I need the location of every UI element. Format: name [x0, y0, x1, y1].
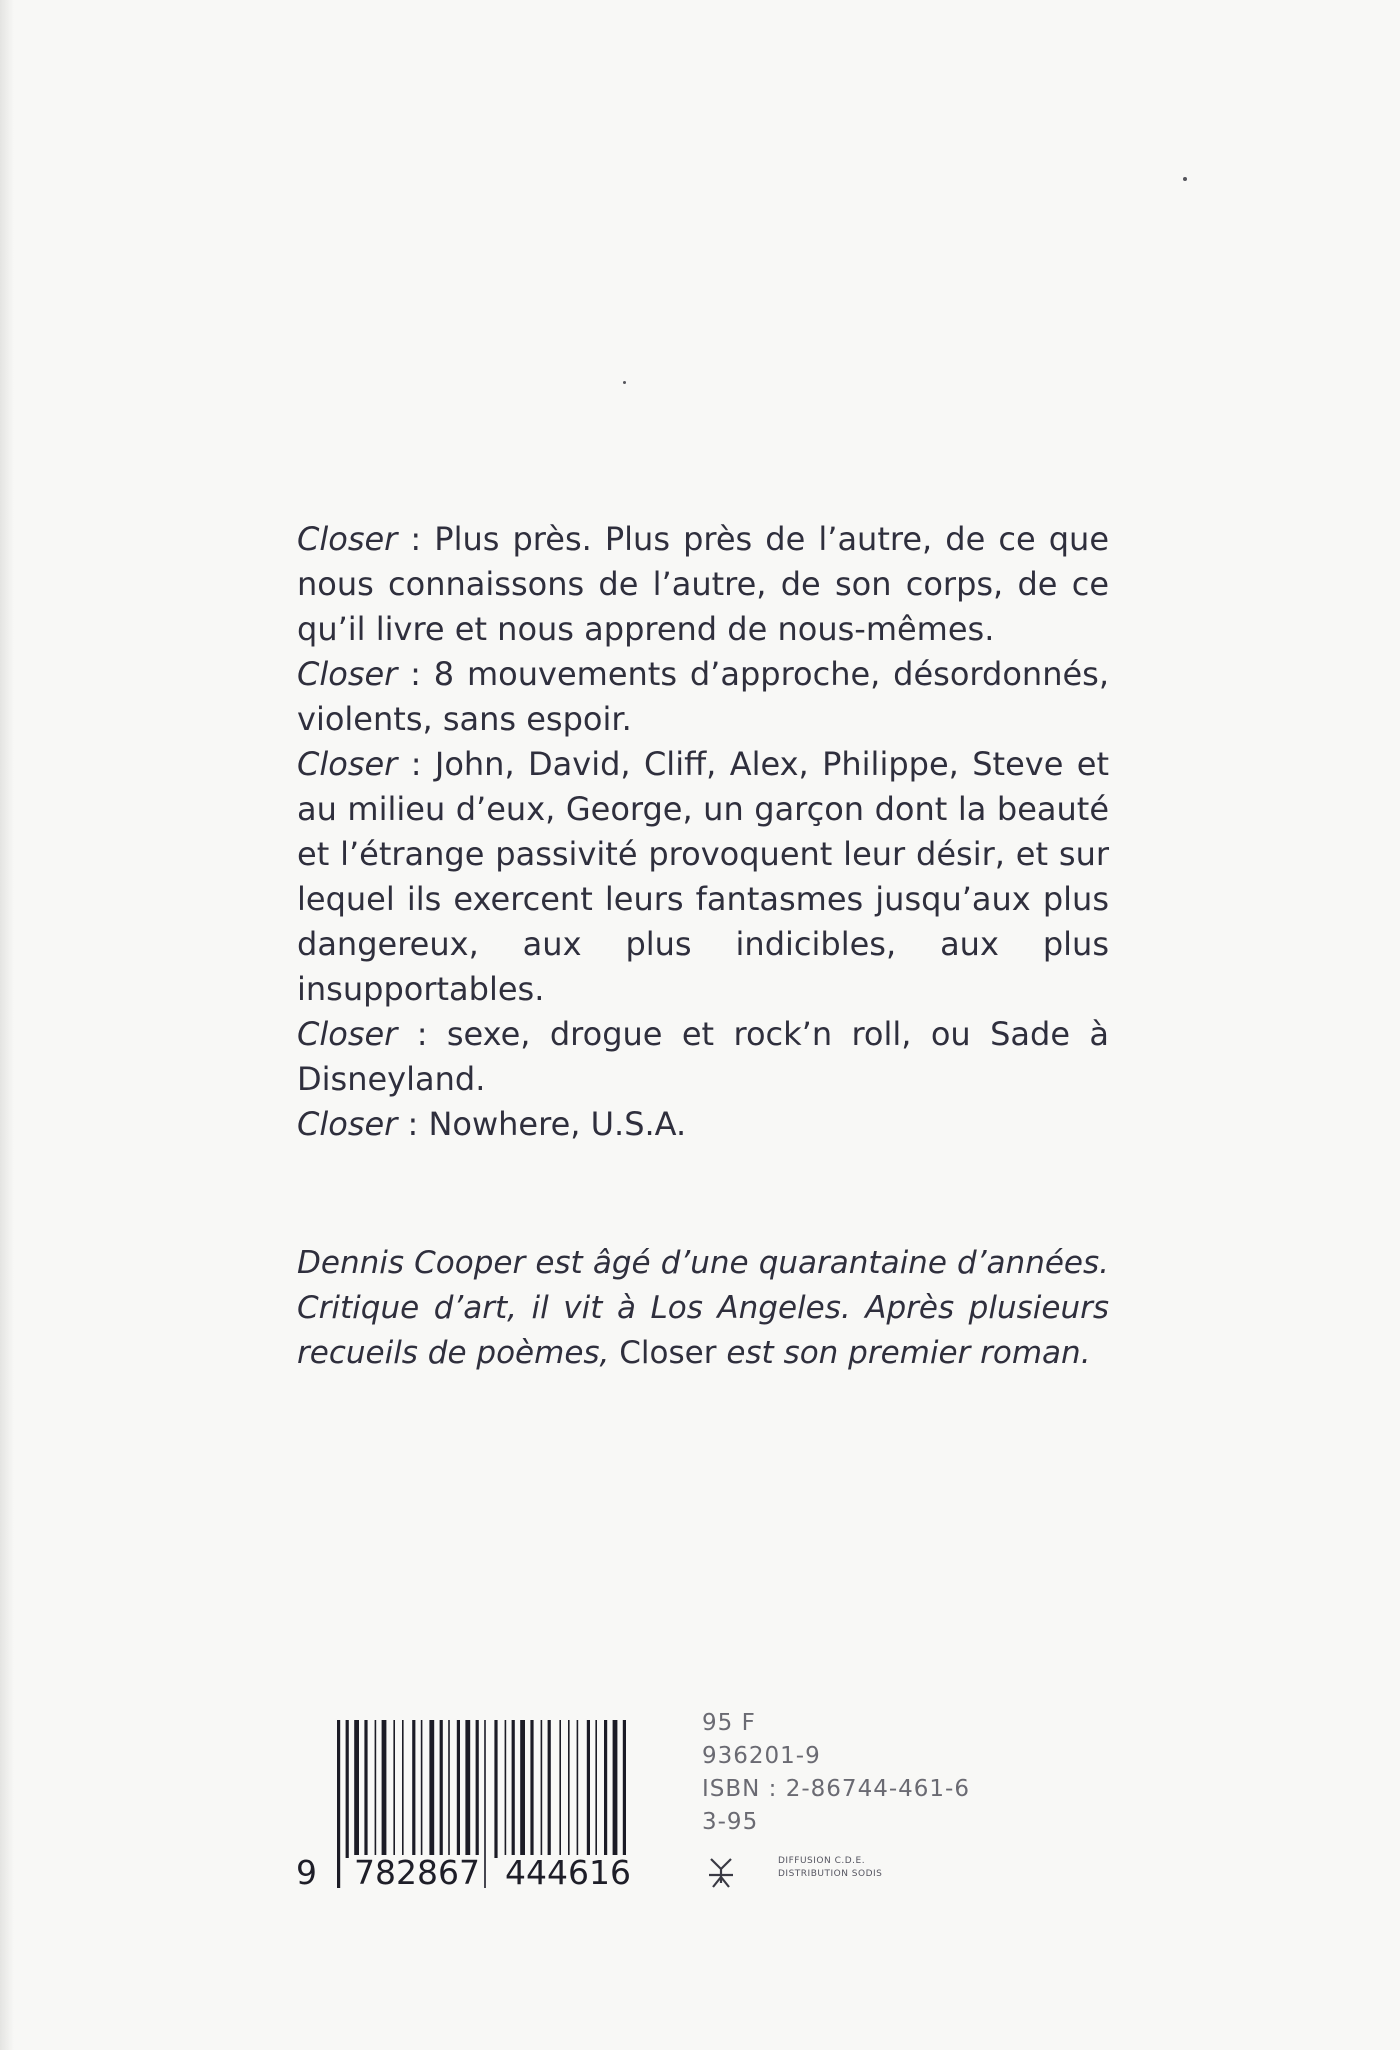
- blurb-text: : Nowhere, U.S.A.: [397, 1105, 687, 1143]
- blurb-keyword: Closer: [297, 520, 398, 558]
- distribution-line-2: DISTRIBUTION SODIS: [778, 1869, 883, 1879]
- barcode-bar: [421, 1720, 423, 1858]
- book-blurb: [297, 517, 1109, 1147]
- barcode-bar: [429, 1720, 434, 1858]
- bio-text-2: est son premier roman.: [716, 1335, 1091, 1371]
- distribution-text: [778, 1855, 882, 1881]
- print-speck: [623, 381, 626, 384]
- blurb-text: : sexe, drogue et rock’n roll, ou Sade à Disneyland.: [297, 1015, 1109, 1098]
- blurb-paragraph-4: [297, 1012, 1109, 1102]
- print-date: 3-95: [702, 1809, 759, 1835]
- barcode-bar: [354, 1720, 359, 1858]
- blurb-keyword: Closer: [297, 1105, 398, 1143]
- barcode-bar: [587, 1720, 590, 1858]
- publication-info: [702, 1707, 970, 1839]
- barcode-bar: [448, 1720, 450, 1858]
- barcode-bar: [512, 1720, 515, 1858]
- blurb-paragraph-1: [297, 517, 1109, 652]
- price-label: 95 F: [702, 1710, 756, 1736]
- isbn-label: ISBN : 2-86744-461-6: [702, 1776, 970, 1802]
- blurb-text: : John, David, Cliff, Alex, Philippe, Steve et au milieu d’eux, George, un garçon dont la beauté et l’étrange passivité provoquent leur désir, et sur lequel ils exercent leurs fantasmes jusqu’aux plus dangereux, aux plus indicibles, aux plus insupportables.: [297, 745, 1109, 1008]
- barcode-bar: [465, 1720, 470, 1858]
- barcode-bar: [530, 1720, 533, 1858]
- blurb-text: : Plus près. Plus près de l’autre, de ce que nous connaissons de l’autre, de son corps, de ce qu’il livre et nous apprend de nous-mêmes.: [297, 520, 1109, 648]
- catalog-code: 936201-9: [702, 1743, 821, 1769]
- barcode-bar: [337, 1720, 340, 1888]
- barcode-bar: [382, 1720, 387, 1858]
- barcode-bar: [595, 1720, 597, 1858]
- barcode-bar: [484, 1720, 486, 1888]
- bio-book-title: Closer: [619, 1335, 717, 1371]
- print-speck: [1183, 177, 1187, 181]
- barcode-bar: [375, 1720, 377, 1858]
- barcode-group-1: 782867: [354, 1853, 480, 1892]
- barcode-bar: [568, 1720, 570, 1858]
- barcode-bar: [476, 1720, 479, 1858]
- blurb-keyword: Closer: [297, 655, 398, 693]
- blurb-text: : 8 mouvements d’approche, désordonnés, violents, sans espoir.: [297, 655, 1109, 738]
- barcode-first-digit: 9: [296, 1853, 317, 1892]
- publisher-logo-icon: [703, 1853, 739, 1889]
- author-bio: [297, 1241, 1109, 1376]
- barcode-bar: [613, 1720, 618, 1858]
- barcode-bar: [412, 1720, 415, 1858]
- barcode-bar: [346, 1720, 349, 1858]
- bio-text-1: Dennis Cooper est âgé d’une quarantaine d’années. Critique d’art, il vit à Los Angeles. Après plusieurs recueils de poèmes,: [297, 1245, 1109, 1371]
- barcode-bar: [559, 1720, 561, 1858]
- blurb-keyword: Closer: [297, 1015, 398, 1053]
- page-edge-shadow: [0, 0, 14, 2050]
- barcode-bar: [604, 1720, 607, 1858]
- barcode-bar: [548, 1720, 551, 1858]
- barcode-bar: [505, 1720, 507, 1858]
- barcode-bar: [541, 1720, 543, 1858]
- barcode-group-2: 444616: [505, 1853, 631, 1892]
- blurb-paragraph-5: [297, 1102, 1109, 1147]
- barcode-bar: [520, 1720, 525, 1858]
- barcode-bar: [494, 1720, 497, 1858]
- distribution-line-1: DIFFUSION C.D.E.: [778, 1856, 866, 1866]
- barcode-bar: [577, 1720, 579, 1858]
- blurb-paragraph-3: [297, 742, 1109, 1012]
- blurb-paragraph-2: [297, 652, 1109, 742]
- barcode-bar: [440, 1720, 443, 1858]
- barcode-bar: [393, 1720, 395, 1858]
- barcode-bar: [457, 1720, 460, 1858]
- barcode-bar: [364, 1720, 367, 1858]
- barcode-bar: [402, 1720, 404, 1858]
- blurb-keyword: Closer: [297, 745, 398, 783]
- isbn-barcode: [290, 1715, 670, 1895]
